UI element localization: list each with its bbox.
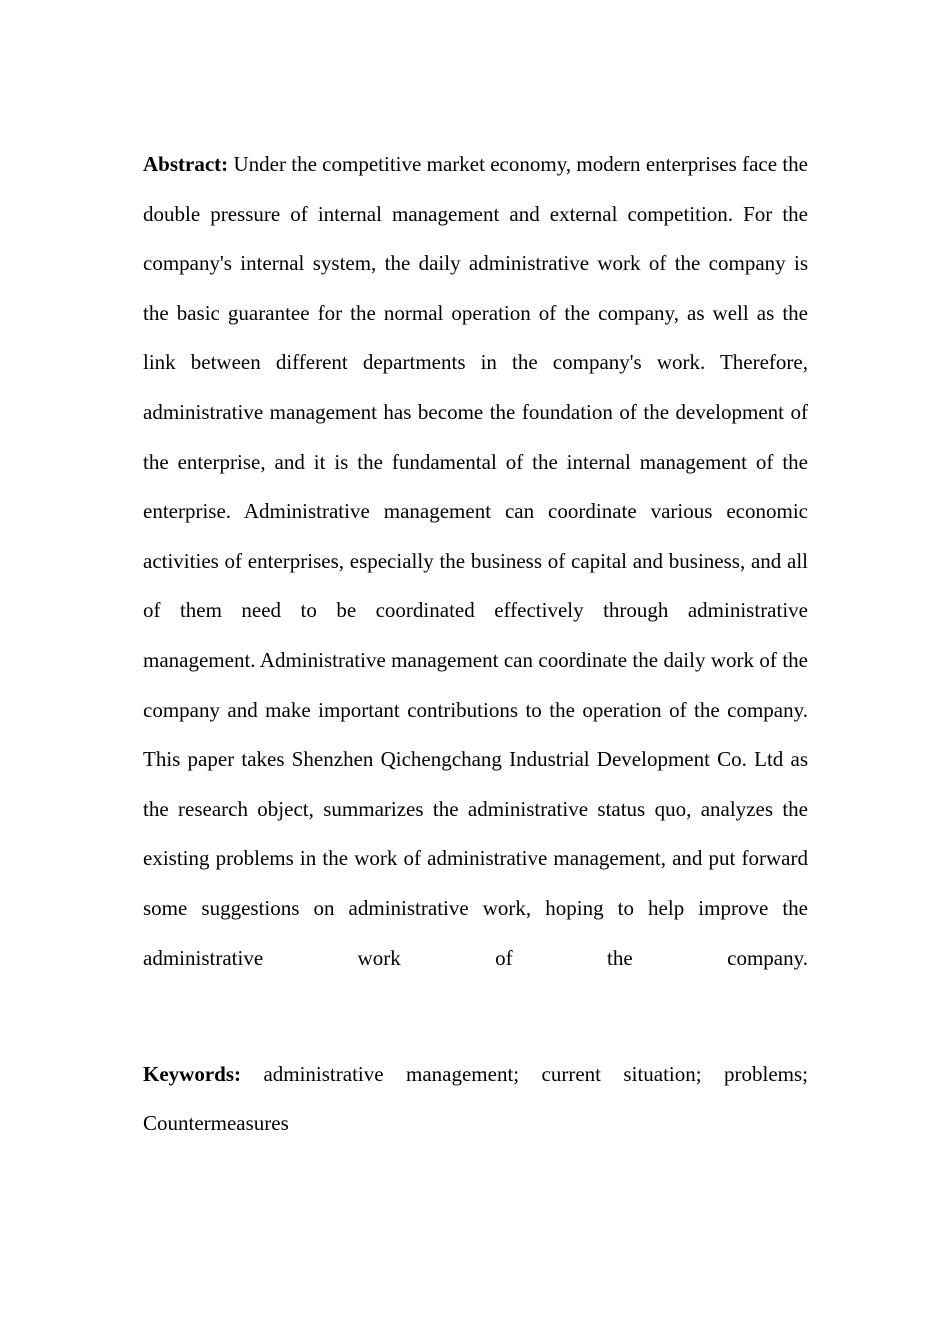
abstract-paragraph [143,140,808,1033]
keywords-label: Keywords: [143,1061,241,1086]
page-content [143,140,808,1198]
keywords-body: administrative management; current situation; problems; Countermeasures [143,1061,809,1136]
abstract-label: Abstract: [143,152,229,176]
abstract-body: Under the competitive market economy, modern enterprises face the double pressure of internal management and external competition. For the company's internal system, the daily administrative work of the company is the basic guarantee for the normal operation of the company, as well as the link between different departments in the company's work. Therefore, administrative management has become the foundation of the development of the enterprise, and it is the fundamental of the internal management of the enterprise. Administrative management can coordinate various economic activities of enterprises, especially the business of capital and business, and all of them need to be coordinated effectively through administrative management. Administrative management can coordinate the daily work of the company and make important contributions to the operation of the company. This paper takes Shenzhen Qichengchang Industrial Development Co. Ltd as the research object, summarizes the administrative status quo, analyzes the existing problems in the work of administrative management, and put forward some suggestions on administrative work, hoping to help improve the administrative work of the company. [143,152,808,970]
keywords-paragraph [143,1050,808,1199]
